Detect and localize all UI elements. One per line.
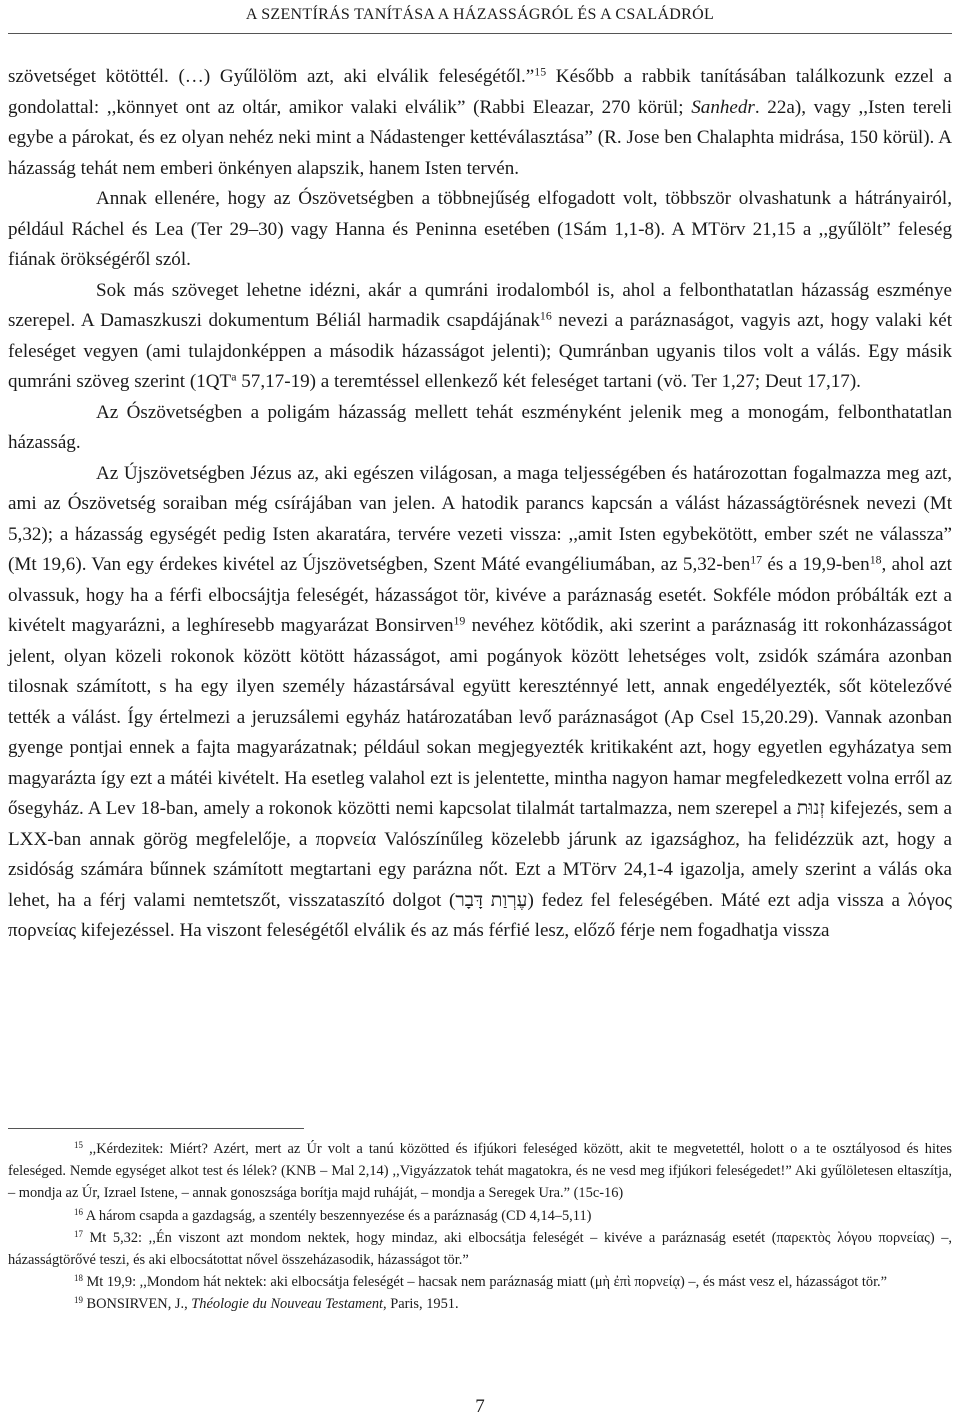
page-number: 7 [475, 1396, 485, 1417]
footnote-17 [8, 1227, 952, 1271]
text-run: szövetséget kötöttél. (…) Gyűlölöm azt, aki elválik feleségétől.” [8, 66, 535, 87]
footnote-15 [8, 1138, 952, 1205]
footnote-text: ) –, és mást vesz el, házasságot tör.” [680, 1274, 888, 1291]
paragraph-5 [8, 459, 952, 947]
text-run: , ahol azt olvassuk, hogy ha a férfi elbocsájtja feleségét, házasságot tör, kivéve a paráznaság esetét. Sokféle módon próbálták ezt a kivételt magyarázni, a leghíresebb magyarázat Bonsirven [8, 554, 952, 636]
footnote-ref-19[interactable]: 19 [453, 613, 466, 628]
footnote-16 [8, 1205, 952, 1227]
footnote-text: ,,Kérdezitek: Miért? Azért, mert az Úr volt a tanú közötted és ifjúkori feleséged között, akit te megvetettél, holott o a te osztályosod és hites feleséged. Nemde egységet alkot test és lélek? (KNB – Mal 2,14) ,,Vigyázzatok tehát magatokra, és ne vesd meg ifjúkori feleségedet!” Aki gyűlöletesen eltaszítja, – mondja az Úr, Izrael Istene, – annak gonoszsága borítja majd ruháját, – mondja a Seregek Ura.” (15c-16) [8, 1141, 952, 1202]
hebrew-phrase: עֶרְוַת דָּבָר [455, 889, 528, 911]
text-run: nevezi a paráznaságot, vagyis azt, hogy valaki két feleséget vegyen (ami tulajdonképpen a második házasságot jelenti); Qumránban ugyanis tilos volt a válás. Egy másik qumráni szöveg szerint (1QT [8, 310, 952, 392]
footnote-ref-17[interactable]: 17 [750, 552, 763, 567]
text-run: kifejezéssel. Ha viszont feleségétől elválik és az más férfié lesz, előző férje nem fogadhatja vissza [76, 920, 830, 941]
hebrew-word: זְנוּת [796, 798, 825, 819]
footnote-text: A három csapda a gazdagság, a szentély beszennyezése és a paráznaság (CD 4,14–5,11) [82, 1207, 592, 1224]
footnote-text: ) –, házasságtörővé teszi, és aki elbocsátottat nővel összeházasodik, házasságot tör.” [8, 1229, 953, 1269]
book-title: Théologie du Nouveau Testament [191, 1296, 384, 1313]
footnote-ref-16[interactable]: 16 [539, 308, 552, 323]
text-run: ) fedez fel feleségében. Máté ezt adja vissza a [527, 889, 908, 911]
paragraph-1 [8, 62, 952, 184]
footnotes [8, 1138, 952, 1316]
text-run: kifejezés, sem a LXX-ban annak görög megfelelője, a [8, 798, 953, 850]
text-run: nevéhez kötődik, aki szerint a paráznaság itt rokonházasságot jelent, olyan közeli rokonok között kötött házasságot, ami pogányok között lehetséges volt, zsidók számára azonban tilosnak számított, s ha egy ilyen személy házastársával együtt kereszténnyé lett, annak engedélyezték, sőt kötelezővé tették a válást. Így értelmezi a jeruzsálemi egyház határozatában levő paráznaságot (Ap Csel 15,20.29). Vannak azonban gyenge pontjai ennek a fajta magyarázatnak; például sokan megjegyezték kritikaként azt, hogy egyetlen egyházatya sem magyarázta így ezt a mátéi kivételt. Ha esetleg valahol ezt is jelentette, mintha nagyon hamar megfeledkezett volna erről az ősegyház. A Lev 18-ban, amely a rokonok közötti nemi kapcsolat tilalmát tartalmazza, nem szerepel a [8, 615, 952, 819]
italic-ref-sanhedr: Sanhedr [691, 96, 755, 118]
body-text [8, 62, 952, 947]
text-run: Később a rabbik tanításában találkozunk ezzel a gondolattal: ,,könnyet ont az oltár, amikor valaki elválik” (Rabbi Eleazar, 270 körül; [8, 66, 952, 118]
greek-phrase: λόγος πορνείας [8, 889, 952, 941]
running-header: A SZENTÍRÁS TANÍTÁSA A HÁZASSÁGRÓL ÉS A CSALÁDRÓL [245, 6, 715, 23]
text-run: Az Újszövetségben Jézus az, aki egészen világosan, a maga teljességében és határozottan fogalmazza meg azt, ami az Ószövetség soraiban még csírájában van jelen. A hatodik parancs kapcsán a válást házasságtörésnek nevezi (Mt 5,32); a házasság egységét pedig Isten akaratára, tervére vezeti vissza: ,,amit Isten egybekötött, ember szét ne válassza” (Mt 19,6). Van egy érdekes kivétel az Újszövetségben, Szent Máté evangéliumában, az 5,32-ben [8, 462, 952, 575]
text-run: . 22a), vagy ,,Isten tereli egybe a párokat, és ez olyan nehéz neki mint a Nádastenger kettéválasztása” (R. Jose ben Chalaphta midrása, 150 körül). A házasság tehát nem emberi önkényen alapszik, hanem Isten tervén. [8, 96, 952, 179]
greek-phrase: παρεκτὸς λόγου πορνείας [776, 1229, 930, 1246]
paragraph-2: Annak ellenére, hogy az Ószövetségben a többnejűség elfogadott volt, többször olvashatunk a hátrányairól, például Ráchel és Lea (Ter 29–30) vagy Hanna és Peninna esetében (1Sám 1,1-8). A MTörv 21,15 a ,,gyűlölt” feleség fiának örökségéről szól. [8, 188, 952, 270]
footnote-number: 16 [74, 1206, 83, 1217]
paragraph-4: Az Ószövetségben a poligám házasság mellett tehát eszményként jelenik meg a monogám, felbonthatatlan házasság. [8, 401, 952, 453]
footnote-number: 19 [74, 1295, 83, 1306]
text-run: és a 19,9-ben [762, 554, 870, 575]
footnote-ref-18[interactable]: 18 [869, 552, 882, 567]
footnote-text: Mt 19,9: ,,Mondom hát nektek: aki elbocsátja feleségét – hacsak nem paráznaság miatt ( [82, 1274, 595, 1291]
superscript-a: a [231, 369, 237, 384]
footnote-text: , Paris, 1951. [383, 1296, 459, 1313]
footnote-number: 15 [74, 1140, 83, 1151]
footnote-number: 17 [74, 1228, 83, 1239]
text-run: Sok más szöveget lehetne idézni, akár a qumráni irodalomból is, ahol a felbonthatatlan házasság eszménye szerepel. A Damaszkuszi dokumentum Béliál harmadik csapdájának [8, 279, 952, 331]
footnote-text: Mt 5,32: ,,Én viszont azt mondom nektek, hogy mindaz, aki elbocsátja feleségét – kivéve a paráznaság esetét ( [82, 1229, 777, 1246]
footnote-number: 18 [74, 1273, 83, 1284]
footnote-text: BONSIRVEN, J., [82, 1296, 192, 1313]
footnote-ref-15[interactable]: 15 [534, 64, 547, 79]
footnote-rule [8, 1128, 304, 1129]
text-run: Valószínűleg közelebb járunk az igazsághoz, ha felidézzük azt, hogy a zsidóság számára bűnnek számított megtartani egy parázna nőt. Ezt a MTörv 24,1-4 igazolja, amely szerint a válás oka lehet, ha a férj valami nemtetszőt, visszataszító dolgot ( [8, 828, 952, 911]
footnote-18 [8, 1271, 952, 1293]
text-run: 57,17-19) a teremtéssel ellenkező két feleséget tartani (vö. Ter 1,27; Deut 17,17). [236, 371, 861, 392]
greek-word: πορνεία [315, 828, 377, 850]
footnote-19 [8, 1293, 952, 1315]
greek-phrase: μὴ ἐπὶ πορνείᾳ [594, 1274, 681, 1291]
header-rule [8, 33, 952, 34]
paragraph-3 [8, 276, 952, 398]
